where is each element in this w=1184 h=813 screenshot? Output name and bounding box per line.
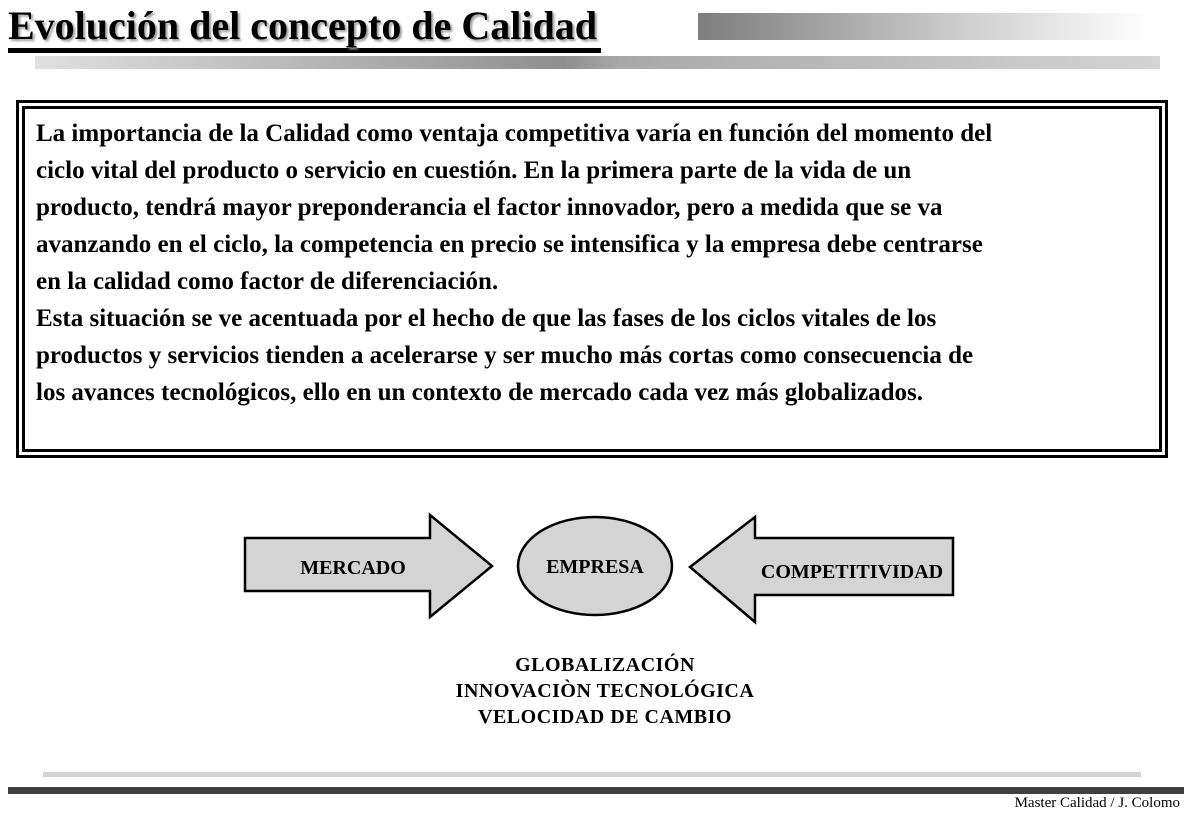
title-accent-bar [698, 13, 1150, 40]
market-label: MERCADO [300, 557, 406, 579]
intro-textbox [16, 100, 1168, 458]
driver-globalization: GLOBALIZACIÓN [515, 654, 695, 676]
footer-divider-light [43, 772, 1141, 777]
forces-diagram [230, 500, 970, 635]
intro-line-5: en la calidad como factor de diferenciación. [36, 268, 499, 295]
competitiveness-label: COMPETITIVIDAD [760, 561, 944, 583]
slide-title: Evolución del concepto de Calidad [8, 6, 601, 53]
title-divider-bar [35, 56, 1160, 69]
intro-textbox-inner [22, 106, 1162, 452]
intro-line-3: producto, tendrá mayor preponderancia el factor innovador, pero a medida que se va [36, 194, 943, 221]
footer-divider-dark [8, 787, 1184, 794]
intro-line-6: Esta situación se ve acentuada por el hecho de que las fases de los ciclos vitales de los [36, 305, 937, 332]
intro-line-4: avanzando en el ciclo, la competencia en precio se intensifica y la empresa debe centrarse [36, 231, 983, 258]
intro-line-1: La importancia de la Calidad como ventaja competitiva varía en función del momento del [36, 120, 993, 147]
drivers-list [300, 652, 910, 730]
intro-line-8: los avances tecnológicos, ello en un contexto de mercado cada vez más globalizados. [36, 379, 923, 406]
footer-credit: Master Calidad / J. Colomo [1014, 795, 1180, 811]
company-label: EMPRESA [546, 556, 644, 578]
intro-line-2: ciclo vital del producto o servicio en cuestión. En la primera parte de la vida de un [36, 157, 912, 184]
intro-line-7: productos y servicios tienden a acelerarse y ser mucho más cortas como consecuencia de [36, 342, 974, 369]
driver-speed-of-change: VELOCIDAD DE CAMBIO [478, 706, 732, 728]
driver-tech-innovation: INNOVACIÒN TECNOLÓGICA [455, 680, 755, 702]
